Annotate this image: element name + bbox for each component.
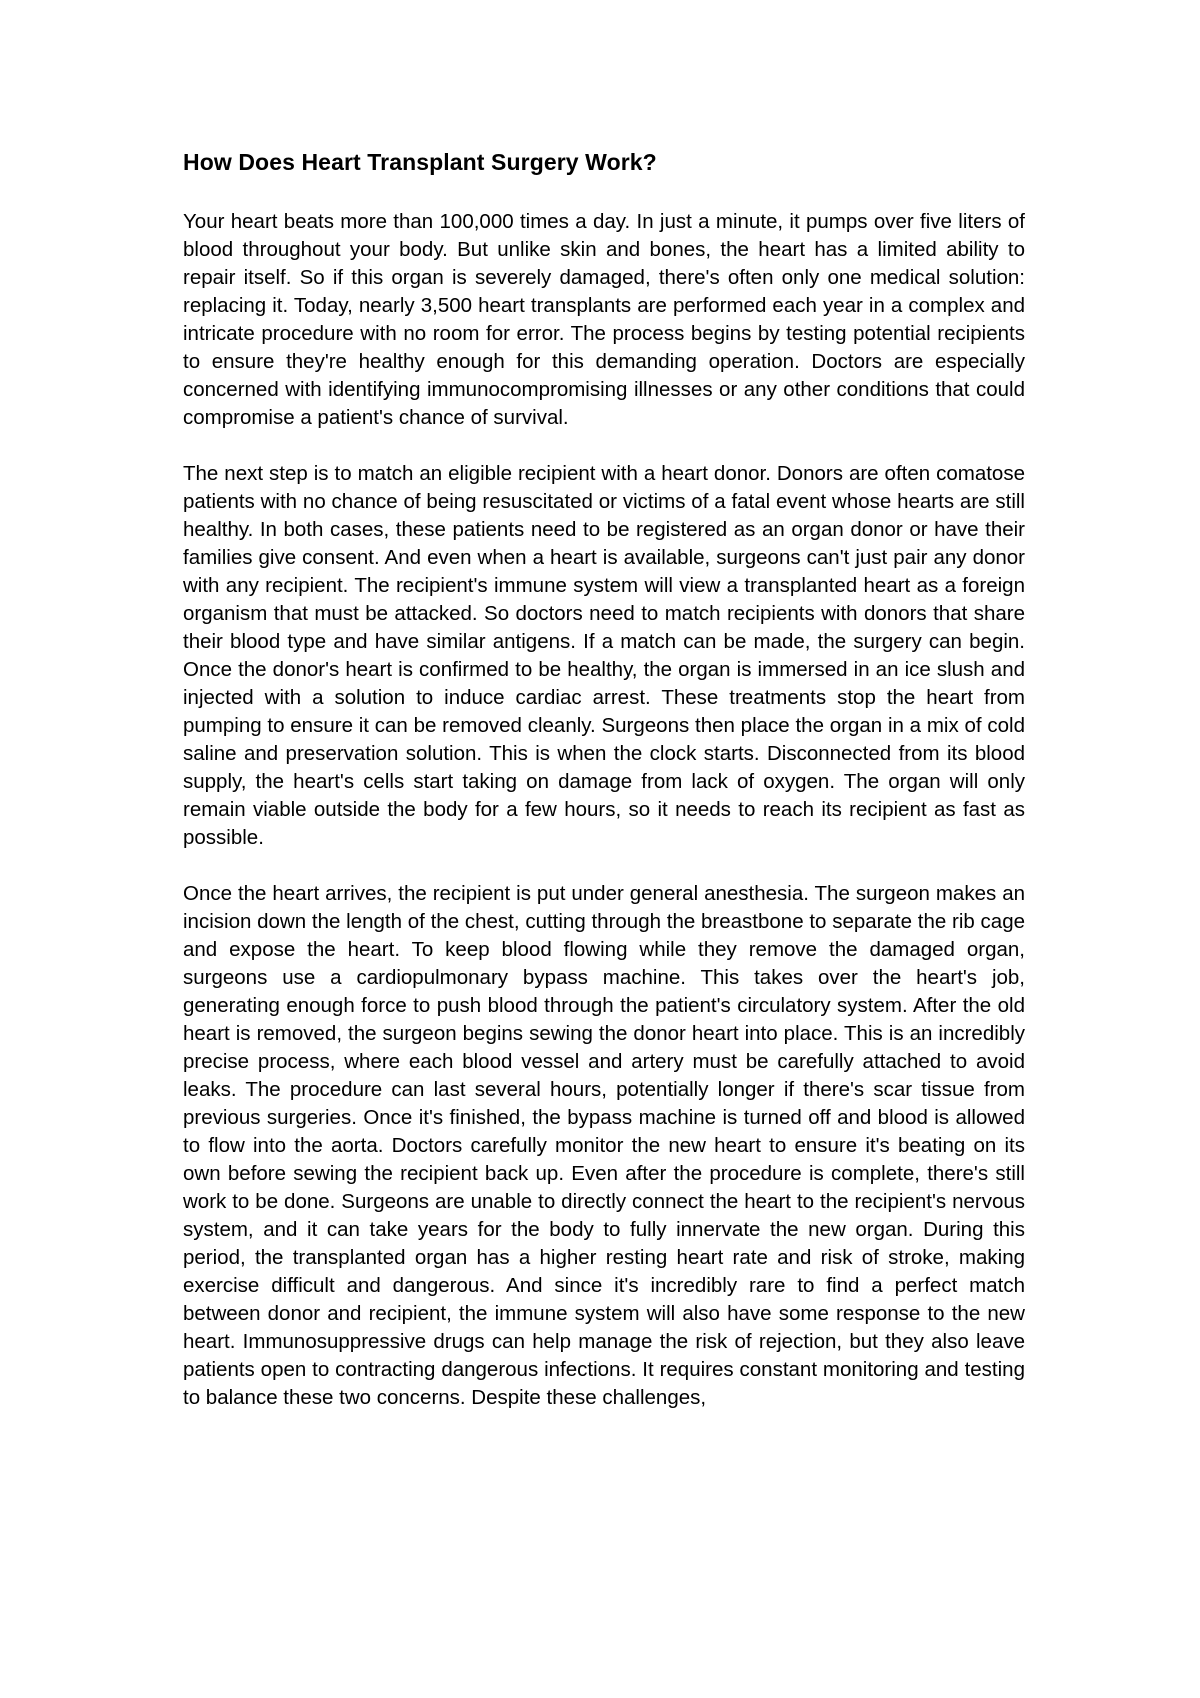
paragraph-1: Your heart beats more than 100,000 times a day. In just a minute, it pumps over five liters of blood throughout your body. But unlike skin and bones, the heart has a limited ability to repair itself. So if this organ is severely damaged, there's often only one medical solution: replacing it. Today, nearly 3,500 heart transplants are performed each year in a complex and intricate procedure with no room for error. The process begins by testing potential recipients to ensure they're healthy enough for this demanding operation. Doctors are especially concerned with identifying immunocompromising illnesses or any other conditions that could compromise a patient's chance of survival. (183, 210, 1025, 429)
paragraph-3: Once the heart arrives, the recipient is put under general anesthesia. The surgeon makes an incision down the length of the chest, cutting through the breastbone to separate the rib cage and expose the heart. To keep blood flowing while they remove the damaged organ, surgeons use a cardiopulmonary bypass machine. This takes over the heart's job, generating enough force to push blood through the patient's circulatory system. After the old heart is removed, the surgeon begins sewing the donor heart into place. This is an incredibly precise process, where each blood vessel and artery must be carefully attached to avoid leaks. The procedure can last several hours, potentially longer if there's scar tissue from previous surgeries. Once it's finished, the bypass machine is turned off and blood is allowed to flow into the aorta. Doctors carefully monitor the new heart to ensure it's beating on its own before sewing the recipient back up. Even after the procedure is complete, there's still work to be done. Surgeons are unable to directly connect the heart to the recipient's nervous system, and it can take years for the body to fully innervate the new organ. During this period, the transplanted organ has a higher resting heart rate and risk of stroke, making exercise difficult and dangerous. And since it's incredibly rare to find a perfect match between donor and recipient, the immune system will also have some response to the new heart. Immunosuppressive drugs can help manage the risk of rejection, but they also leave patients open to contracting dangerous infections. It requires constant monitoring and testing to balance these two concerns. Despite these challenges, (183, 882, 1025, 1409)
document-title: How Does Heart Transplant Surgery Work? (183, 149, 657, 175)
document-page (183, 146, 1025, 1440)
paragraph-2: The next step is to match an eligible recipient with a heart donor. Donors are often comatose patients with no chance of being resuscitated or victims of a fatal event whose hearts are still healthy. In both cases, these patients need to be registered as an organ donor or have their families give consent. And even when a heart is available, surgeons can't just pair any donor with any recipient. The recipient's immune system will view a transplanted heart as a foreign organism that must be attacked. So doctors need to match recipients with donors that share their blood type and have similar antigens. If a match can be made, the surgery can begin. Once the donor's heart is confirmed to be healthy, the organ is immersed in an ice slush and injected with a solution to induce cardiac arrest. These treatments stop the heart from pumping to ensure it can be removed cleanly. Surgeons then place the organ in a mix of cold saline and preservation solution. This is when the clock starts. Disconnected from its blood supply, the heart's cells start taking on damage from lack of oxygen. The organ will only remain viable outside the body for a few hours, so it needs to reach its recipient as fast as possible. (183, 462, 1025, 849)
